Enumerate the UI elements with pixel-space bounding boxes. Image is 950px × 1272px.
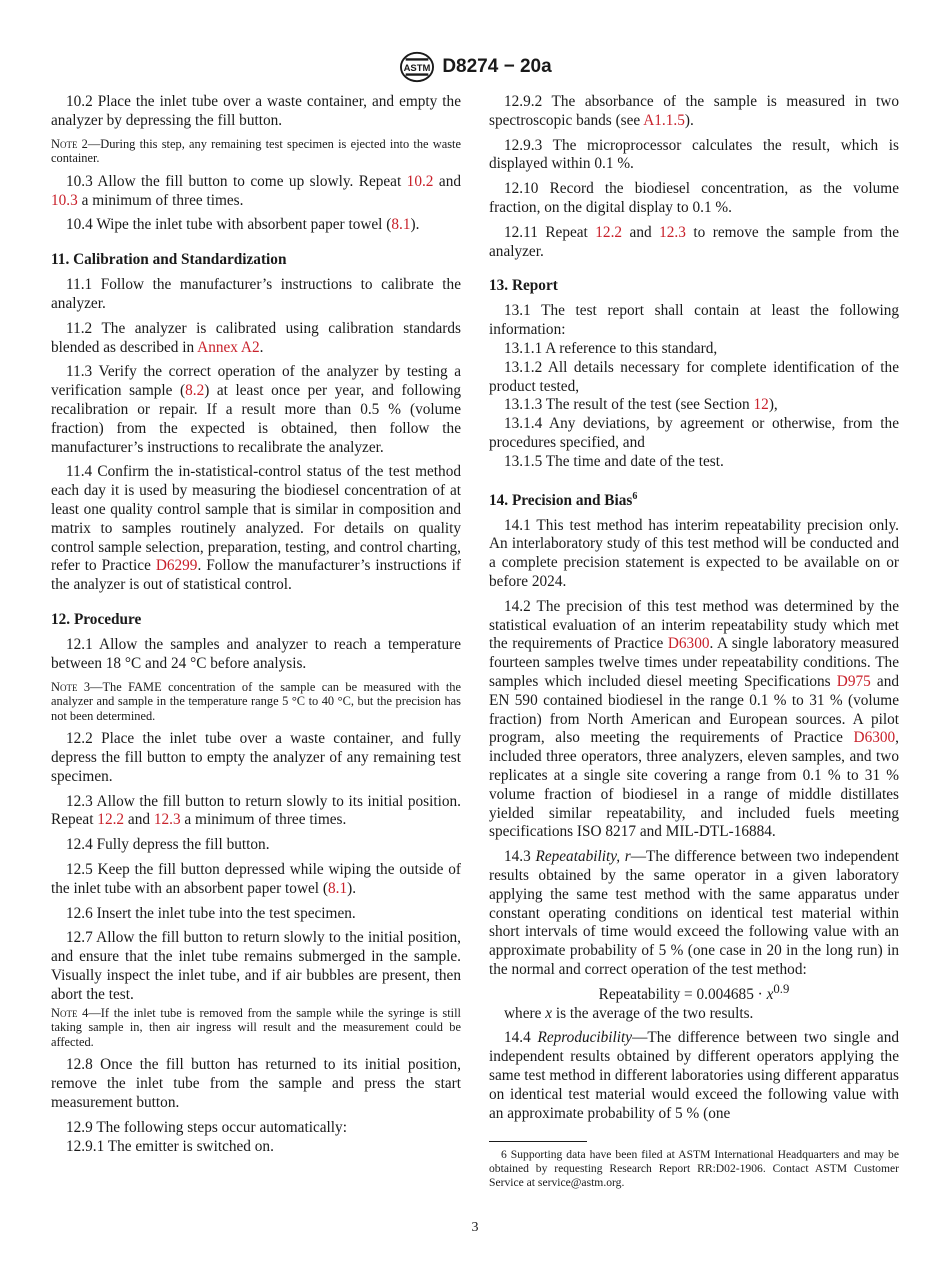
page-number: 3 [471, 1220, 479, 1235]
page-header [0, 50, 950, 84]
ref-link[interactable]: 10.2 [406, 172, 434, 190]
note-2: Note 2—During this step, any remaining test specimen is ejected into the waste container. [51, 136, 461, 166]
footnote-divider [489, 1141, 587, 1142]
paragraph-14-2: 14.2 The precision of this test method was determined by the statistical evaluation of an interim repeatability study which met the requirements of Practice D6300. A single laboratory measured fourteen samples twelve times under repeatability conditions. The samples which included diesel meeting Specifications D975 and EN 590 contained biodiesel in the range 0.1 % to 31 % (volume fraction) from North American and European sources. A pilot program, also meeting the requirements of Practice D6300, included three operators, three analyzers, eleven samples, and two replicates at a single site covering a range from 0.1 % to 31 % volume fraction of biodiesel in a range of middle distillates yielded similar repeatability, and included fuels meeting specifications ISO 8217 and MIL-DTL-16884. [489, 597, 899, 841]
section-heading-12: 12. Procedure [51, 610, 142, 628]
paragraph-12-4: 12.4 Fully depress the fill button. [66, 836, 270, 854]
paragraph-14-1: 14.1 This test method has interim repeatability precision only. An interlaboratory study of this test method will be conducted and a complete precision statement is expected to be available on or before 2024. [489, 516, 899, 591]
repeatability-equation: Repeatability = $0.004685 \cdot x^{0.9}$ [598, 981, 790, 1003]
section-heading-14: 14. Precision and Bias$^6$ [489, 490, 638, 509]
paragraph-10-3: 10.3 Allow the fill button to come up slowly. Repeat 10.2 and 10.3 a minimum of three times. [51, 172, 461, 209]
paragraph-12-1: 12.1 Allow the samples and analyzer to reach a temperature between 18 °C and 24 °C before analysis. [51, 635, 461, 672]
paragraph-13-1-2: 13.1.2 All details necessary for complete identification of the product tested, [489, 358, 899, 395]
paragraph-12-9-3: 12.9.3 The microprocessor calculates the result, which is displayed within 0.1 %. [489, 136, 899, 173]
paragraph-12-7: 12.7 Allow the fill button to return slowly to the initial position, and ensure that the inlet tube remains submerged in the sample. Visually inspect the inlet tube, and if air bubbles are present, then abort the test. [51, 929, 461, 1003]
paragraph-10-4: 10.4 Wipe the inlet tube with absorbent paper towel (8.1). [66, 216, 420, 234]
note-3: Note 3—The FAME concentration of the sample can be measured with the analyzer and sample in the temperature range 5 °C to 40 °C, but the precision has not been determined. [51, 679, 461, 723]
paragraph-12-9-2: 12.9.2 The absorbance of the sample is measured in two spectroscopic bands (see A1.1.5). [489, 93, 899, 129]
paragraph-11-4: 11.4 Confirm the in-statistical-control status of the test method each day it is used by measuring the biodiesel concentration of at least one quality control sample that is similar in composition and matrix to samples routinely analyzed. For details on quality control sample selection, preparation, testing, and control charting, refer to Practice D6299. Follow the manufacturer’s instructions if the analyzer is out of statistical control. [51, 463, 462, 594]
equation-where: where x is the average of the two results. [504, 1004, 754, 1022]
ref-link[interactable]: A1.1.5 [643, 111, 685, 129]
paragraph-12-2: 12.2 Place the inlet tube over a waste container, and fully depress the fill button to empty the analyzer of any remaining test specimen. [51, 730, 461, 785]
footnote-marker: 6 [632, 490, 638, 502]
ref-link[interactable]: D6300 [667, 635, 710, 653]
ref-link[interactable]: 12.3 [153, 811, 181, 829]
astm-logo-icon [398, 50, 436, 84]
paragraph-12-8: 12.8 Once the fill button has returned to its initial position, remove the inlet tube from the sample and press the start measurement button. [51, 1056, 461, 1112]
paragraph-12-11: 12.11 Repeat 12.2 and 12.3 to remove the sample from the analyzer. [489, 223, 899, 260]
ref-link[interactable]: D6300 [853, 729, 896, 747]
paragraph-12-9: 12.9 The following steps occur automatically: [66, 1118, 347, 1136]
paragraph-13-1-5: 13.1.5 The time and date of the test. [504, 452, 724, 470]
paragraph-14-4: 14.4 Reproducibility—The difference between two single and independent results obtained by different operators applying the same test method in different laboratories using different apparatus on identical test material would exceed the following value with an approximate probability of 5 % (one [489, 1029, 900, 1122]
ref-link[interactable]: 8.2 [185, 382, 205, 400]
paragraph-12-10: 12.10 Record the biodiesel concentration, as the volume fraction, on the digital display to 0.1 %. [489, 180, 899, 216]
ref-link[interactable]: 8.1 [391, 216, 411, 234]
paragraph-12-3: 12.3 Allow the fill button to return slowly to its initial position. Repeat 12.2 and 12.3 a minimum of three times. [51, 792, 461, 829]
paragraph-11-1: 11.1 Follow the manufacturer’s instructions to calibrate the analyzer. [51, 276, 461, 312]
paragraph-12-6: 12.6 Insert the inlet tube into the test specimen. [66, 904, 356, 922]
paragraph-12-5: 12.5 Keep the fill button depressed while wiping the outside of the inlet tube with an absorbent paper towel (8.1). [51, 861, 461, 897]
ref-link[interactable]: 8.1 [327, 879, 348, 897]
ref-link[interactable]: 12 [753, 396, 769, 414]
ref-link[interactable]: D6299 [155, 557, 198, 575]
paragraph-14-3: 14.3 Repeatability, r—The difference between two independent results obtained by the same operator in a given laboratory applying the same test method with the same apparatus under constant operating conditions on identical test material within short intervals of time would exceed the following value with an approximate probability of 5 % (one case in 20 in the long run) in the normal and correct operation of the test method: [489, 848, 899, 978]
paragraph-13-1: 13.1 The test report shall contain at least the following information: [489, 302, 899, 339]
note-4: Note 4—If the inlet tube is removed from the sample while the syringe is still taking sample in, then air ingress will result and the measurement could be affected. [51, 1005, 461, 1049]
paragraph-12-9-1: 12.9.1 The emitter is switched on. [66, 1137, 274, 1155]
ref-link[interactable]: 10.3 [51, 191, 78, 209]
paragraph-11-2: 11.2 The analyzer is calibrated using calibration standards blended as described in Annex A2. [51, 319, 461, 356]
paragraph-11-3: 11.3 Verify the correct operation of the analyzer by testing a verification sample (8.2) at least once per year, and following recalibration or repair. If a result more than 0.5 % (volume fraction) from the expected is obtained, then follow the manufacturer’s instructions to recalibrate the analyzer. [51, 363, 461, 456]
section-heading-11: 11. Calibration and Standardization [51, 251, 287, 269]
ref-link[interactable]: D975 [836, 673, 871, 691]
document-id: D8274 − 20a [442, 56, 552, 77]
left-column [51, 93, 461, 1162]
paragraph-13-1-3: 13.1.3 The result of the test (see Section 12), [504, 396, 778, 414]
ref-link[interactable]: 12.3 [659, 223, 686, 241]
paragraph-10-2: 10.2 Place the inlet tube over a waste container, and empty the analyzer by depressing the fill button. [51, 93, 461, 129]
paragraph-13-1-4: 13.1.4 Any deviations, by agreement or otherwise, from the procedures specified, and [489, 415, 899, 451]
footnote-6: 6 Supporting data have been filed at ASTM International Headquarters and may be obtained by requesting Research Report RR:D02-1906. Contact ASTM Customer Service at service@astm.org. [489, 1148, 899, 1190]
ref-link[interactable]: 12.2 [97, 811, 125, 829]
paragraph-13-1-1: 13.1.1 A reference to this standard, [504, 339, 718, 357]
section-heading-13: 13. Report [489, 277, 558, 295]
ref-link[interactable]: 12.2 [595, 223, 623, 241]
logo-text: ASTM [403, 62, 431, 74]
ref-link[interactable]: Annex A2 [197, 338, 260, 356]
right-column [489, 93, 899, 1190]
